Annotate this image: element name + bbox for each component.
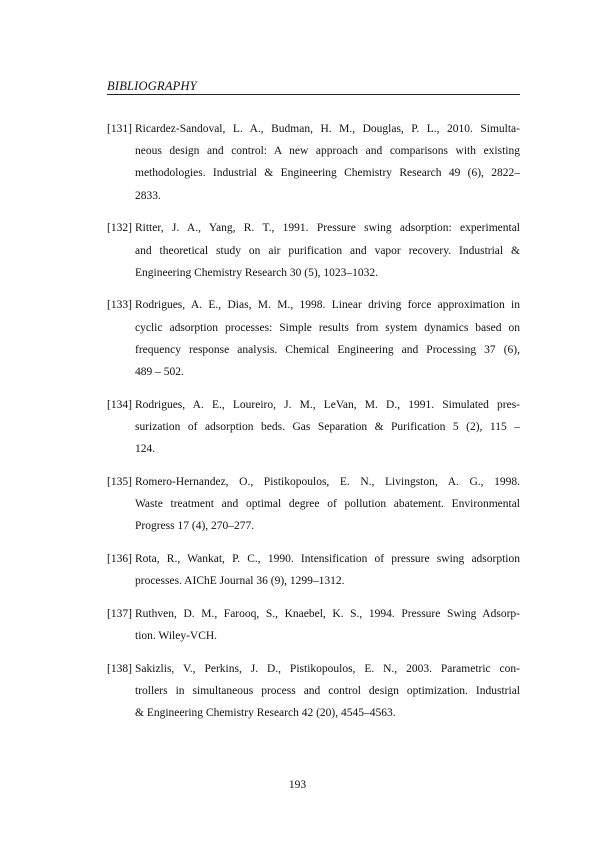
reference-entry — [107, 471, 520, 538]
reference-number: [133] — [107, 299, 132, 312]
reference-line: trollers in simultaneous process and control design optimization. Industrial — [135, 684, 520, 697]
reference-text — [135, 294, 520, 383]
reference-number: [132] — [107, 222, 132, 235]
reference-line: neous design and control: A new approach and comparisons with existing — [135, 145, 520, 158]
reference-entry — [107, 658, 520, 725]
reference-line: Rodrigues, A. E., Dias, M. M., 1998. Linear driving force approximation in — [135, 299, 520, 312]
reference-text — [135, 394, 520, 461]
reference-line: tion. Wiley-VCH. — [135, 630, 218, 643]
reference-entry — [107, 294, 520, 383]
header-title: BIBLIOGRAPHY — [107, 79, 197, 93]
reference-line: Rodrigues, A. E., Loureiro, J. M., LeVan, M. D., 1991. Simulated pres- — [135, 398, 520, 411]
reference-line: 489 – 502. — [135, 366, 184, 379]
reference-number: [131] — [107, 123, 132, 135]
reference-line: 2833. — [135, 189, 161, 202]
reference-line: Sakizlis, V., Perkins, J. D., Pistikopoulos, E. N., 2003. Parametric con- — [135, 662, 520, 675]
reference-number: [136] — [107, 552, 132, 565]
reference-line: & Engineering Chemistry Research 42 (20), 4545–4563. — [135, 707, 396, 720]
reference-line: processes. AIChE Journal 36 (9), 1299–1312. — [135, 575, 345, 588]
reference-line: Ricardez-Sandoval, L. A., Budman, H. M., Douglas, P. L., 2010. Simulta- — [135, 123, 520, 135]
reference-entry — [107, 217, 520, 284]
reference-text — [135, 548, 520, 592]
reference-entry — [107, 118, 520, 207]
reference-line: surization of adsorption beds. Gas Separation & Purification 5 (2), 115 – — [135, 420, 520, 433]
reference-line: 124. — [135, 443, 156, 456]
running-header — [107, 78, 520, 95]
reference-line: and theoretical study on air purification and vapor recovery. Industrial & — [135, 244, 520, 257]
reference-number: [137] — [107, 607, 132, 620]
reference-text — [135, 217, 520, 284]
reference-line: Progress 17 (4), 270–277. — [135, 520, 255, 533]
page-number: 193 — [288, 779, 307, 791]
reference-entry — [107, 548, 520, 592]
reference-line: methodologies. Industrial & Engineering Chemistry Research 49 (6), 2822– — [135, 167, 520, 180]
reference-text — [135, 658, 520, 725]
reference-number: [138] — [107, 662, 132, 675]
reference-line: Ritter, J. A., Yang, R. T., 1991. Pressure swing adsorption: experimental — [135, 222, 520, 235]
reference-list — [107, 118, 520, 735]
reference-line: Romero-Hernandez, O., Pistikopoulos, E. N., Livingston, A. G., 1998. — [135, 475, 520, 488]
reference-text — [135, 471, 520, 538]
reference-line: Engineering Chemistry Research 30 (5), 1023–1032. — [135, 266, 379, 279]
reference-number: [135] — [107, 475, 132, 488]
reference-line: Ruthven, D. M., Farooq, S., Knaebel, K. S., 1994. Pressure Swing Adsorp- — [135, 607, 520, 620]
reference-line: cyclic adsorption processes: Simple results from system dynamics based on — [135, 321, 520, 334]
reference-line: Waste treatment and optimal degree of pollution abatement. Environmental — [135, 498, 520, 511]
reference-text — [135, 118, 520, 207]
reference-number: [134] — [107, 398, 132, 411]
reference-entry — [107, 603, 520, 647]
reference-entry — [107, 394, 520, 461]
reference-line: frequency response analysis. Chemical Engineering and Processing 37 (6), — [135, 343, 520, 356]
reference-text — [135, 603, 520, 647]
reference-line: Rota, R., Wankat, P. C., 1990. Intensification of pressure swing adsorption — [135, 552, 520, 565]
